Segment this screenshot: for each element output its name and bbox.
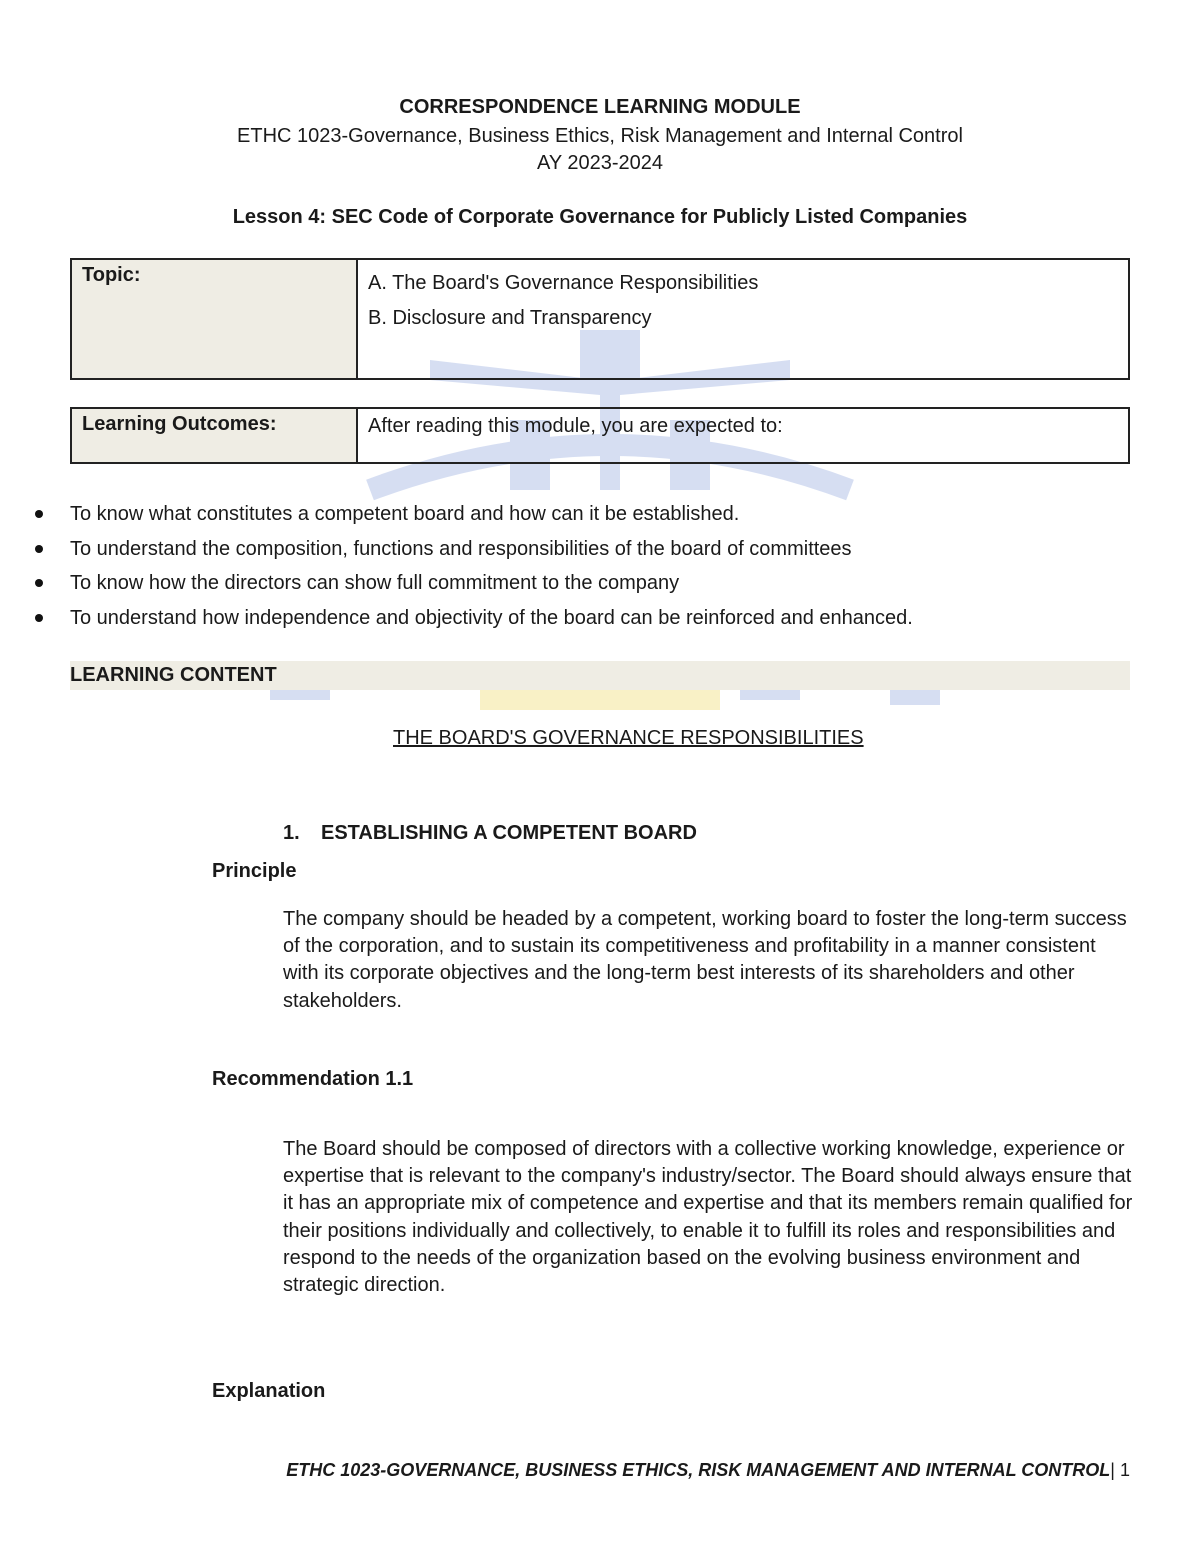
list-item: To understand the composition, functions and responsibilities of the board of committees <box>0 532 913 567</box>
footer-separator: | <box>1110 1460 1115 1480</box>
bullet-icon <box>35 579 43 587</box>
heading-number: 1. <box>283 822 300 844</box>
recommendation-label: Recommendation 1.1 <box>212 1068 414 1090</box>
bullet-icon <box>35 510 43 518</box>
list-item: To know how the directors can show full commitment to the company <box>0 566 913 601</box>
bullet-icon <box>35 545 43 553</box>
bullet-icon <box>35 614 43 622</box>
list-item: To understand how independence and objectivity of the board can be reinforced and enhanced. <box>0 601 913 636</box>
principle-label: Principle <box>212 860 297 882</box>
topic-values <box>357 259 1129 379</box>
section-title: THE BOARD'S GOVERNANCE RESPONSIBILITIES <box>393 727 864 749</box>
list-item: To know what constitutes a competent board and how can it be established. <box>0 497 913 532</box>
topic-table <box>70 258 1130 380</box>
learning-outcomes-table <box>70 407 1130 464</box>
learning-content-bar: LEARNING CONTENT <box>70 661 1130 690</box>
footer-text: ETHC 1023-GOVERNANCE, BUSINESS ETHICS, RISK MANAGEMENT AND INTERNAL CONTROL <box>286 1460 1111 1480</box>
learning-outcomes-intro: After reading this module, you are expected to: <box>357 408 1129 463</box>
recommendation-text: The Board should be composed of directors with a collective working knowledge, experience or expertise that is relevant to the company's industry/sector. The Board should always ensure that it has an appropriate mix of competence and expertise and that its members remain qualified for their positions individually and collectively, to enable it to fulfill its roles and responsibilities and respond to the needs of the organization based on the evolving business environment and strategic direction. <box>283 1138 1133 1297</box>
outcomes-list <box>0 497 913 635</box>
page-number: 1 <box>1119 1460 1130 1480</box>
course-title: ETHC 1023-Governance, Business Ethics, Risk Management and Internal Control <box>237 125 963 147</box>
module-title: CORRESPONDENCE LEARNING MODULE <box>399 96 801 118</box>
page-footer <box>286 1460 1130 1481</box>
topic-label: Topic: <box>71 259 357 379</box>
academic-year: AY 2023-2024 <box>536 152 664 174</box>
section-heading <box>283 822 697 845</box>
lesson-title: Lesson 4: SEC Code of Corporate Governance for Publicly Listed Companies <box>232 206 968 228</box>
explanation-label: Explanation <box>212 1380 326 1402</box>
topic-item: A. The Board's Governance Responsibilities <box>368 272 759 294</box>
learning-outcomes-label: Learning Outcomes: <box>71 408 357 463</box>
principle-text: The company should be headed by a competent, working board to foster the long-term success of the corporation, and to sustain its competitiveness and profitability in a manner consistent with its corporate objectives and the long-term best interests of its shareholders and other stakeholders. <box>283 908 1127 1012</box>
heading-text: ESTABLISHING A COMPETENT BOARD <box>321 822 697 844</box>
topic-item: B. Disclosure and Transparency <box>368 307 652 329</box>
